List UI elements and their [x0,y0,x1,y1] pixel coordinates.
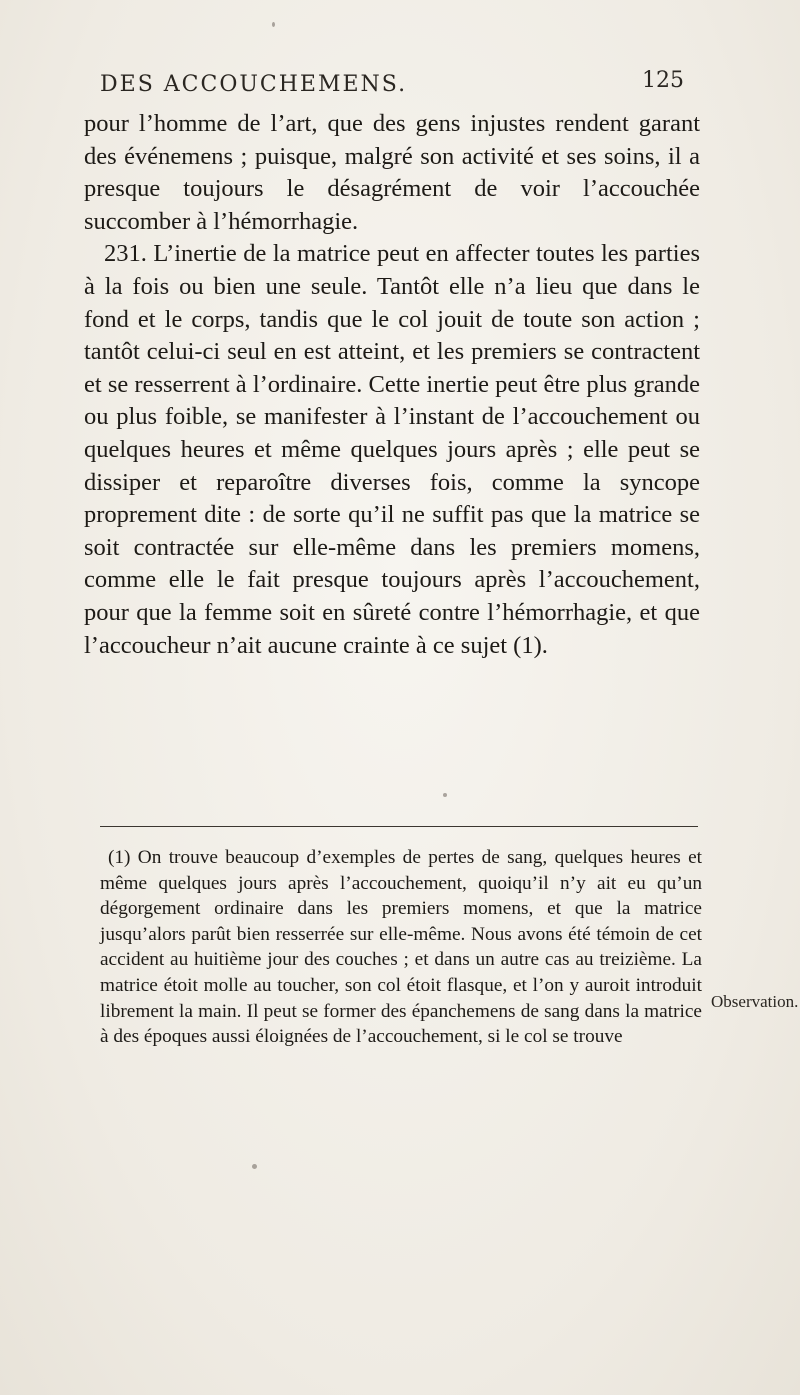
paragraph-continued: pour l’homme de l’art, que des gens injustes rendent garant des événemens ; puisque, malgré son activité et ses soins, il a presque toujours le désagrément de voir l’accouchée succomber à l’hémorrhagie. [84,110,700,235]
footnote-separator [100,826,698,827]
margin-note: Observation. [711,992,799,1011]
paper-speck [272,22,275,27]
paper-speck [443,793,447,797]
paragraph-231: 231. L’inertie de la matrice peut en affecter toutes les parties à la fois ou bien une seule. Tantôt elle n’a lieu que dans le fond et le corps, tandis que le col jouit de toute son action ; tantôt celui-ci seul en est atteint, et les premiers se contractent et se resserrent à l’ordinaire. Cette inertie peut être plus grande ou plus foible, se manifester à l’instant de l’accouchement ou quelques heures et même quelques jours après ; elle peut se dissiper et reparoître diverses fois, comme la syncope proprement dite : de sorte qu’il ne suffit pas que la matrice se soit contractée sur elle-même dans les premiers momens, comme elle le fait presque toujours après l’accouchement, pour que la femme soit en sûreté contre l’hémorrhagie, et que l’accoucheur n’ait aucune crainte à ce sujet (1). [84,240,700,659]
page-number: 125 [642,68,684,93]
footnote-text: (1) On trouve beaucoup d’exemples de pertes de sang, quelques heures et même quelques jours après l’accouchement, quoiqu’il n’y ait eu qu’un dégorgement ordinaire dans les premiers momens, et que la matrice jusqu’alors parût bien resserrée sur elle-même. Nous avons été témoin de cet accident au huitième jour des couches ; et dans un autre cas au treizième. La matrice étoit molle au toucher, son col étoit flasque, et l’on y auroit introduit librement la main. Il peut se former des épanchemens de sang dans la matrice à des époques aussi éloignées de l’accouchement, si le col se trouve [100,847,702,1048]
footnote [100,845,702,1050]
paper-speck [252,1164,257,1169]
page-header [100,68,700,106]
main-text [84,108,700,662]
running-title: DES ACCOUCHEMENS. [100,72,408,97]
